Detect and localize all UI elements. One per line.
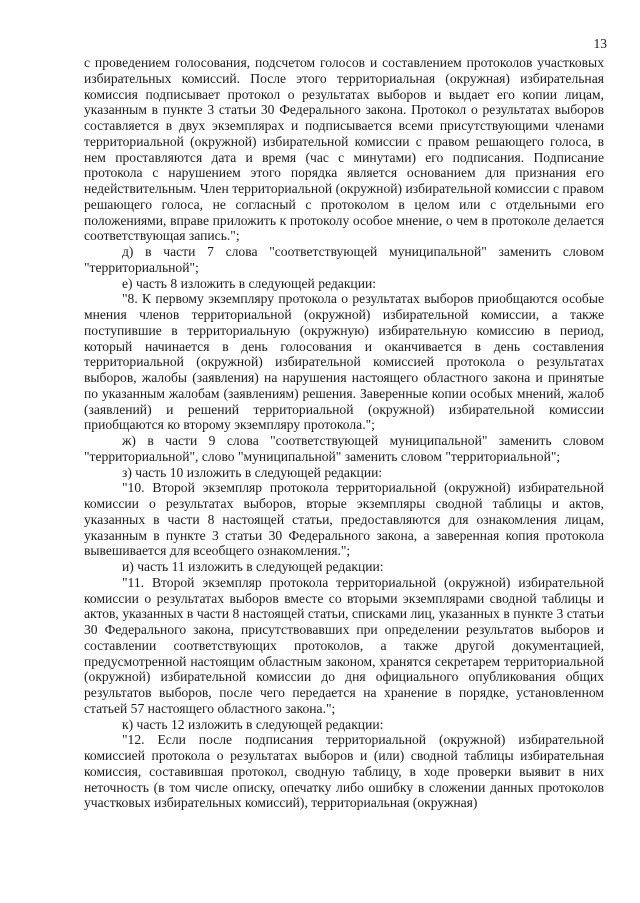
amendment-item-z: з) часть 10 изложить в следующей редакции: bbox=[122, 464, 383, 480]
amendment-item-k: к) часть 12 изложить в следующей редакции: bbox=[122, 716, 384, 732]
quoted-part-8: "8. К первому экземпляру протокола о результатах выборов приобщаются особые мнения членов территориальной (окружной) избирательной комиссии, а также поступившие в территориальную (окружную) избирательную комиссию в период, который начинается в день голосования и оканчивается в день составления территориальной (окружной) избирательной комиссией протокола о результатах выборов, жалобы (заявления) на нарушения настоящего областного закона и принятые по указанным жалобам (заявлениям) решения. Заверенные копии особых мнений, жалоб (заявлений) и решений территориальной (окружной) избирательной комиссии приобщаются ко второму экземпляру протокола."; bbox=[84, 291, 604, 433]
amendment-item-zh: ж) в части 9 слова "соответствующей муниципальной" заменить словом "территориальной", слово "муниципальной" заменить словом "территориальной"; bbox=[84, 433, 604, 464]
quoted-part-10: "10. Второй экземпляр протокола территориальной (окружной) избирательной комиссии о результатах выборов, вторые экземпляры сводной таблицы и актов, указанных в части 8 настоящей статьи, предоставляются для ознакомления лицам, указанным в пункте 3 статьи 30 Федерального закона, а заверенная копия протокола вывешивается для всеобщего ознакомления."; bbox=[84, 480, 604, 559]
quoted-part-11: "11. Второй экземпляр протокола территориальной (окружной) избирательной комиссии о результатах выборов вместе со вторыми экземплярами сводной таблицы и актов, указанных в части 8 настоящей статьи, списками лиц, указанных в пункте 3 статьи 30 Федерального закона, присутствовавших при определении результатов выборов и составлении соответствующих протоколов, а также другой документацией, предусмотренной настоящим областным законом, хранятся секретарем территориальной (окружной) избирательной комиссии до дня официального опубликования общих результатов выборов, после чего передается на хранение в порядке, установленном статьей 57 настоящего областного закона."; bbox=[84, 574, 604, 716]
amendment-item-d: д) в части 7 слова "соответствующей муниципальной" заменить словом "территориальной"; bbox=[84, 244, 604, 275]
page-number: 13 bbox=[593, 36, 607, 51]
amendment-item-i: и) часть 11 изложить в следующей редакции: bbox=[122, 559, 384, 574]
law-text-body bbox=[84, 55, 604, 811]
amendment-item-e: е) часть 8 изложить в следующей редакции: bbox=[122, 275, 377, 291]
paragraph-continuation: с проведением голосования, подсчетом голосов и составлением протоколов участковых избирательных комиссий. После этого территориальная (окружная) избирательная комиссия подписывает протокол о результатах выборов и выдает его копии лицам, указанным в пункте 3 статьи 30 Федерального закона. Протокол о результатах выборов составляется в двух экземплярах и подписывается всеми присутствующими членами территориальной (окружной) избирательной комиссии с правом решающего голоса, в нем проставляются дата и время (час с минутами) его подписания. Подписание протокола с нарушением этого порядка является основанием для признания его недействительным. Член территориальной (окружной) избирательной комиссии с правом решающего голоса, не согласный с протоколом в целом или с отдельными его положениями, вправе приложить к протоколу особое мнение, о чем в протоколе делается соответствующая запись."; bbox=[84, 55, 604, 244]
quoted-part-12: "12. Если после подписания территориальной (окружной) избирательной комиссией протокола о результатах выборов и (или) сводной таблицы избирательная комиссия, составившая протокол, сводную таблицу, в ходе проверки выявит в них неточность (в том числе описку, опечатку либо ошибку в сложении данных протоколов участковых избирательных комиссий), территориальная (окружная) bbox=[84, 732, 604, 811]
